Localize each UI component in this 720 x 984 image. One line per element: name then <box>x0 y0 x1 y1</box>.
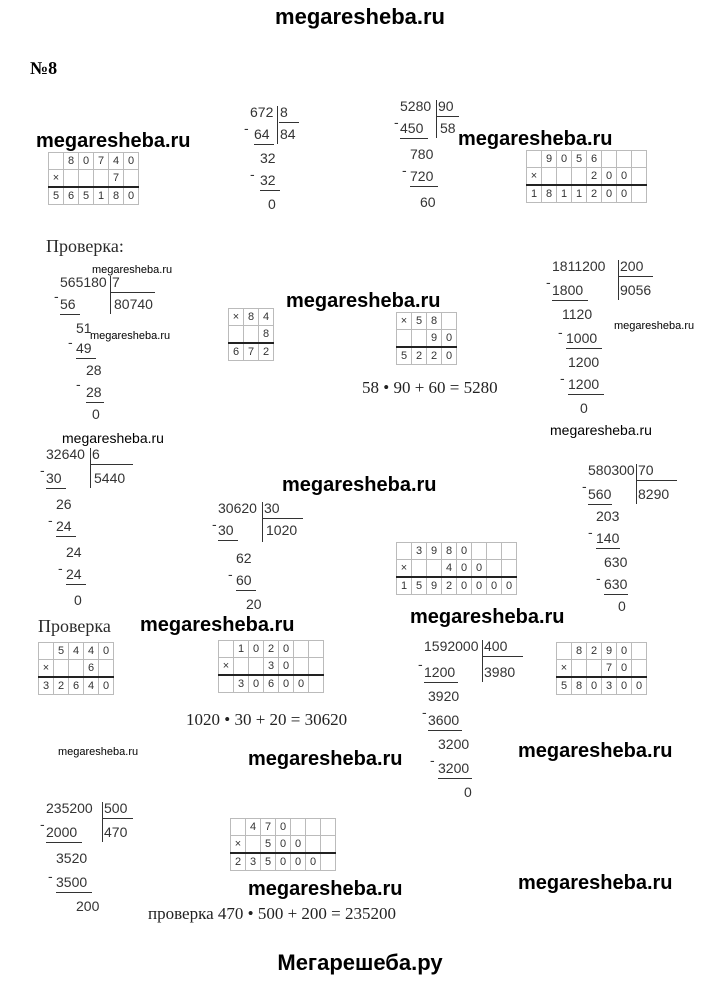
grid-cell <box>234 658 249 676</box>
grid-cell: 0 <box>442 347 457 365</box>
grid-cell: 5 <box>49 187 64 205</box>
grid-cell <box>427 560 442 578</box>
grid-cell: 0 <box>442 330 457 348</box>
grid-cell: 1 <box>234 641 249 658</box>
grid-cell: 0 <box>502 577 517 595</box>
grid-cell: 2 <box>427 347 442 365</box>
watermark: megaresheba.ru <box>518 872 673 894</box>
watermark: megaresheba.ru <box>92 264 173 276</box>
grid-cell <box>64 170 79 188</box>
grid-cell: 0 <box>457 577 472 595</box>
grid-cell: 5 <box>261 836 276 854</box>
grid-cell <box>321 836 336 854</box>
multiplication-grid <box>48 152 139 205</box>
grid-cell: 8 <box>259 326 274 344</box>
grid-cell <box>397 543 412 560</box>
grid-cell: 8 <box>427 313 442 330</box>
grid-row <box>397 330 457 348</box>
grid-cell: 4 <box>259 309 274 326</box>
grid-cell: 9 <box>427 543 442 560</box>
long-division: 30620 30 1020 - 30 62 - 60 20 <box>218 500 318 616</box>
grid-cell <box>472 543 487 560</box>
grid-cell <box>246 836 261 854</box>
watermark: megaresheba.ru <box>458 128 613 150</box>
check-label: Проверка <box>38 616 111 636</box>
grid-cell: 4 <box>84 643 99 660</box>
grid-row <box>231 853 336 871</box>
grid-cell: 0 <box>99 677 114 695</box>
grid-cell: 8 <box>572 677 587 695</box>
grid-cell <box>54 660 69 678</box>
grid-cell: 0 <box>279 675 294 693</box>
multiplication-grid <box>218 640 324 693</box>
grid-row <box>39 643 114 660</box>
long-division: 1592000 400 3980 - 1200 3920 - 3600 3200 - 3200 0 <box>424 638 544 808</box>
grid-cell <box>632 168 647 186</box>
grid-row <box>397 577 517 595</box>
watermark: megaresheba.ru <box>248 748 403 770</box>
grid-cell: 2 <box>259 343 274 361</box>
grid-cell: 2 <box>264 641 279 658</box>
grid-cell: 0 <box>99 643 114 660</box>
grid-row <box>557 660 647 678</box>
grid-cell: × <box>397 560 412 578</box>
grid-cell: 1 <box>572 185 587 203</box>
site-footer: Мегарешеба.ру <box>277 950 443 975</box>
grid-row <box>397 543 517 560</box>
grid-cell: 8 <box>64 153 79 170</box>
grid-cell <box>229 326 244 344</box>
check-equation: 1020 • 30 + 20 = 30620 <box>186 710 348 729</box>
grid-cell <box>69 660 84 678</box>
grid-cell: × <box>229 309 244 326</box>
grid-cell: 0 <box>617 168 632 186</box>
grid-cell <box>244 326 259 344</box>
grid-cell: 0 <box>617 677 632 695</box>
multiplication-grid <box>526 150 647 203</box>
grid-cell: × <box>527 168 542 186</box>
grid-cell: 5 <box>397 347 412 365</box>
grid-row <box>49 187 139 205</box>
grid-cell: 0 <box>306 853 321 871</box>
long-division: 565180 7 80740 - 56 51 - 49 28 - 28 0 <box>60 274 160 424</box>
grid-cell: 3 <box>412 543 427 560</box>
grid-row <box>527 168 647 186</box>
grid-cell <box>502 543 517 560</box>
grid-cell <box>94 170 109 188</box>
grid-cell: 1 <box>557 185 572 203</box>
watermark: megaresheba.ru <box>614 320 695 332</box>
grid-cell <box>632 151 647 168</box>
multiplication-grid <box>556 642 647 695</box>
grid-cell <box>309 641 324 658</box>
long-division: 580300 70 8290 - 560 203 - 140 630 - 630 0 <box>588 462 698 618</box>
grid-cell: × <box>231 836 246 854</box>
watermark: megaresheba.ru <box>90 330 171 342</box>
grid-cell: 1 <box>94 187 109 205</box>
grid-cell: 0 <box>249 675 264 693</box>
divisor: 8 <box>280 104 288 120</box>
grid-cell <box>442 313 457 330</box>
grid-cell <box>557 643 572 660</box>
grid-cell: × <box>219 658 234 676</box>
grid-cell: 0 <box>457 543 472 560</box>
grid-cell: 6 <box>84 660 99 678</box>
grid-cell <box>632 660 647 678</box>
grid-cell: 0 <box>294 675 309 693</box>
grid-cell: 8 <box>244 309 259 326</box>
grid-cell: 7 <box>109 170 124 188</box>
long-division: 5280 90 58 - 450 780 - 720 60 <box>400 98 470 214</box>
grid-cell: 0 <box>632 677 647 695</box>
watermark: megaresheba.ru <box>518 740 673 762</box>
grid-cell: 0 <box>249 641 264 658</box>
grid-row <box>557 677 647 695</box>
grid-cell: 0 <box>279 658 294 676</box>
grid-cell: 6 <box>64 187 79 205</box>
grid-cell: 0 <box>587 677 602 695</box>
grid-cell: 8 <box>542 185 557 203</box>
grid-cell <box>572 168 587 186</box>
grid-cell: 9 <box>427 577 442 595</box>
grid-cell <box>572 660 587 678</box>
grid-cell: 0 <box>457 560 472 578</box>
multiplication-grid <box>396 312 457 365</box>
grid-row <box>557 643 647 660</box>
grid-cell: 0 <box>291 853 306 871</box>
grid-cell: 3 <box>39 677 54 695</box>
grid-cell <box>502 560 517 578</box>
grid-cell: 0 <box>602 185 617 203</box>
grid-cell: 9 <box>602 643 617 660</box>
grid-row <box>527 151 647 168</box>
grid-row <box>229 343 274 361</box>
grid-row <box>219 675 324 693</box>
grid-cell: 0 <box>276 819 291 836</box>
grid-cell: 0 <box>617 643 632 660</box>
watermark: megaresheba.ru <box>410 606 565 628</box>
grid-cell: 4 <box>69 643 84 660</box>
grid-cell: × <box>397 313 412 330</box>
grid-cell <box>412 560 427 578</box>
grid-row <box>229 326 274 344</box>
grid-cell <box>412 330 427 348</box>
watermark: megaresheba.ru <box>36 130 191 152</box>
grid-cell: 0 <box>279 641 294 658</box>
grid-cell: 5 <box>557 677 572 695</box>
watermark: megaresheba.ru <box>286 290 441 312</box>
grid-cell: 4 <box>442 560 457 578</box>
grid-cell: × <box>39 660 54 678</box>
grid-cell: 4 <box>246 819 261 836</box>
grid-cell: × <box>557 660 572 678</box>
grid-cell: 8 <box>442 543 457 560</box>
grid-row <box>229 309 274 326</box>
grid-cell: 2 <box>587 185 602 203</box>
grid-row <box>219 658 324 676</box>
grid-row <box>397 313 457 330</box>
dividend: 672 <box>250 104 274 120</box>
grid-cell <box>306 836 321 854</box>
grid-cell <box>219 675 234 693</box>
grid-cell <box>294 641 309 658</box>
grid-cell: 0 <box>276 836 291 854</box>
grid-cell: 0 <box>276 853 291 871</box>
multiplication-grid <box>396 542 517 595</box>
watermark: megaresheba.ru <box>282 474 437 496</box>
multiplication-grid <box>230 818 336 871</box>
grid-cell <box>527 151 542 168</box>
grid-cell: 5 <box>79 187 94 205</box>
grid-cell: 7 <box>261 819 276 836</box>
grid-cell: 0 <box>472 560 487 578</box>
grid-cell <box>487 543 502 560</box>
grid-cell: 3 <box>246 853 261 871</box>
grid-row <box>527 185 647 203</box>
grid-cell: 1 <box>527 185 542 203</box>
watermark: megaresheba.ru <box>140 614 295 636</box>
grid-cell <box>79 170 94 188</box>
watermark: megaresheba.ru <box>248 878 403 900</box>
grid-row <box>231 836 336 854</box>
check-label: Проверка: <box>46 236 124 256</box>
grid-cell: 9 <box>427 330 442 348</box>
multiplication-grid <box>38 642 114 695</box>
grid-row <box>49 170 139 188</box>
grid-row <box>39 660 114 678</box>
grid-cell: 2 <box>587 643 602 660</box>
grid-row <box>49 153 139 170</box>
grid-cell <box>39 643 54 660</box>
multiplication-grid <box>228 308 274 361</box>
grid-cell <box>309 675 324 693</box>
grid-cell: 5 <box>412 313 427 330</box>
watermark: megaresheba.ru <box>62 430 164 446</box>
grid-cell: 0 <box>487 577 502 595</box>
grid-cell: 4 <box>109 153 124 170</box>
grid-cell <box>632 185 647 203</box>
grid-cell <box>321 819 336 836</box>
grid-cell: 8 <box>109 187 124 205</box>
grid-row <box>231 819 336 836</box>
grid-cell <box>124 170 139 188</box>
grid-cell: 7 <box>244 343 259 361</box>
site-header: megaresheba.ru <box>275 4 445 29</box>
grid-row <box>397 560 517 578</box>
grid-cell: 0 <box>557 151 572 168</box>
grid-row <box>397 347 457 365</box>
grid-cell: × <box>49 170 64 188</box>
check-equation: 58 • 90 + 60 = 5280 <box>362 378 498 397</box>
grid-cell <box>397 330 412 348</box>
grid-cell: 5 <box>261 853 276 871</box>
grid-cell: 3 <box>234 675 249 693</box>
grid-cell: 9 <box>542 151 557 168</box>
problem-number: №8 <box>30 58 58 78</box>
grid-cell <box>231 819 246 836</box>
grid-cell: 2 <box>587 168 602 186</box>
grid-cell <box>487 560 502 578</box>
grid-cell <box>219 641 234 658</box>
grid-cell: 0 <box>79 153 94 170</box>
grid-cell: 0 <box>124 187 139 205</box>
grid-row <box>39 677 114 695</box>
watermark: megaresheba.ru <box>58 746 139 758</box>
grid-cell <box>617 151 632 168</box>
grid-cell: 2 <box>412 347 427 365</box>
grid-cell <box>306 819 321 836</box>
grid-cell: 6 <box>264 675 279 693</box>
grid-row <box>219 641 324 658</box>
grid-cell: 0 <box>291 836 306 854</box>
grid-cell: 2 <box>54 677 69 695</box>
grid-cell: 5 <box>412 577 427 595</box>
grid-cell <box>632 643 647 660</box>
grid-cell: 0 <box>124 153 139 170</box>
grid-cell: 5 <box>54 643 69 660</box>
grid-cell <box>557 168 572 186</box>
grid-cell <box>249 658 264 676</box>
grid-cell <box>294 658 309 676</box>
grid-cell <box>602 151 617 168</box>
grid-cell: 7 <box>94 153 109 170</box>
grid-cell: 2 <box>442 577 457 595</box>
check-equation: проверка 470 • 500 + 200 = 235200 <box>148 904 396 923</box>
grid-cell: 0 <box>602 168 617 186</box>
grid-cell: 1 <box>397 577 412 595</box>
grid-cell <box>542 168 557 186</box>
grid-cell: 5 <box>572 151 587 168</box>
long-division: 1811200 200 9056 - 1800 1120 - 1000 1200 - 1200 0 <box>546 258 652 416</box>
grid-cell: 0 <box>472 577 487 595</box>
grid-cell: 3 <box>602 677 617 695</box>
grid-cell: 4 <box>84 677 99 695</box>
grid-cell: 2 <box>231 853 246 871</box>
grid-cell <box>309 658 324 676</box>
grid-cell: 6 <box>69 677 84 695</box>
grid-cell <box>587 660 602 678</box>
grid-cell <box>321 853 336 871</box>
grid-cell: 8 <box>572 643 587 660</box>
grid-cell: 3 <box>264 658 279 676</box>
grid-cell: 0 <box>617 185 632 203</box>
grid-cell: 6 <box>587 151 602 168</box>
grid-cell <box>291 819 306 836</box>
grid-cell: 0 <box>617 660 632 678</box>
quotient: 84 <box>280 126 296 142</box>
grid-cell: 7 <box>602 660 617 678</box>
long-division: 672 8 84 - 64 32 - 32 0 <box>250 104 310 220</box>
watermark: megaresheba.ru <box>550 422 652 438</box>
grid-cell: 6 <box>229 343 244 361</box>
long-division: 32640 6 5440 - 30 26 - 24 24 - 24 0 <box>46 446 146 612</box>
long-division: 235200 500 470 - 2000 3520 - 3500 200 <box>46 800 146 920</box>
grid-cell <box>99 660 114 678</box>
grid-cell <box>49 153 64 170</box>
